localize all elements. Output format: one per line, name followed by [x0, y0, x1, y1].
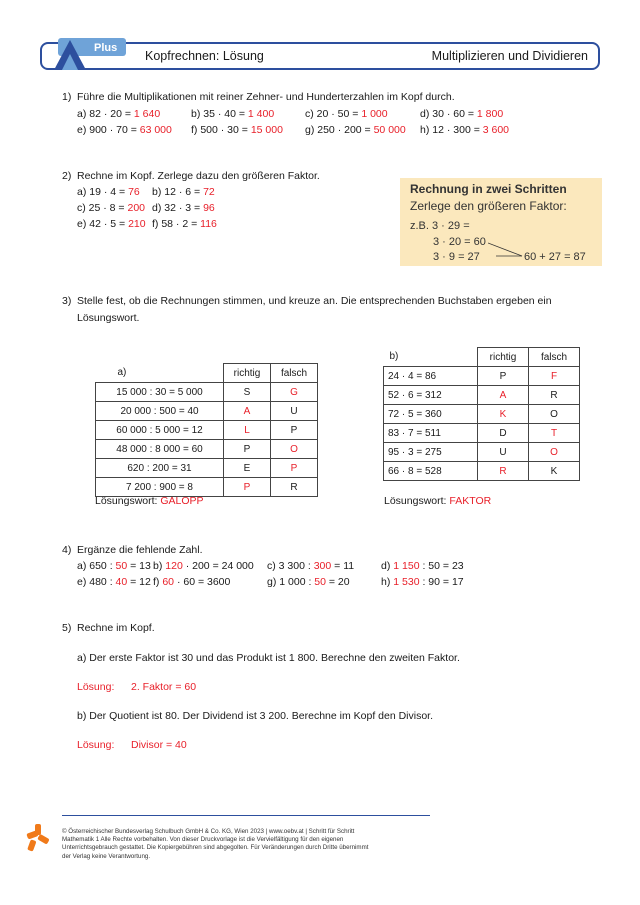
- task5-b-solution: Divisor = 40: [131, 739, 187, 751]
- task2-item-f: f) 58 · 2 = 116: [152, 218, 217, 230]
- table-row: 24 · 4 = 86 P F: [384, 367, 580, 386]
- table-a-label: a): [117, 367, 127, 379]
- table-row: 72 · 5 = 360 K O: [384, 405, 580, 424]
- task1-item-f: f) 500 · 30 = 15 000: [191, 124, 283, 136]
- table-row: 60 000 : 5 000 = 12 L P: [96, 421, 318, 440]
- hint-title: Rechnung in zwei Schritten: [410, 182, 567, 196]
- task3-title-2: Lösungswort.: [77, 312, 140, 324]
- task4-item-g: g) 1 000 : 50 = 20: [267, 576, 350, 588]
- table-row: 620 : 200 = 31 E P: [96, 459, 318, 478]
- task5-b-text: b) Der Quotient ist 80. Der Dividend ist 3 200. Berechne im Kopf den Divisor.: [77, 710, 434, 722]
- task4-item-h: h) 1 530 : 90 = 17: [381, 576, 464, 588]
- table-row: 83 · 7 = 511 D T: [384, 424, 580, 443]
- table-b-header-richtig: richtig: [478, 348, 529, 367]
- footer-divider: [62, 815, 430, 816]
- task1-item-a: a) 82 · 20 = 1 640: [77, 108, 161, 120]
- task1-item-d: d) 30 · 60 = 1 800: [420, 108, 504, 120]
- task4-item-a: a) 650 : 50 = 13: [77, 560, 151, 572]
- task2-item-e: e) 42 · 5 = 210: [77, 218, 146, 230]
- logo-text: Plus: [94, 42, 118, 54]
- hint-line-1: z.B. 3 · 29 =: [410, 220, 470, 232]
- task4-item-d: d) 1 150 : 50 = 23: [381, 560, 464, 572]
- worksheet-title: Kopfrechnen: Lösung: [145, 49, 264, 63]
- table-row: 7 200 : 900 = 8 P R: [96, 478, 318, 497]
- task4-item-c: c) 3 300 : 300 = 11: [267, 560, 355, 572]
- task4-title: Ergänze die fehlende Zahl.: [77, 544, 203, 556]
- task2-item-d: d) 32 · 3 = 96: [152, 202, 215, 214]
- task1-item-h: h) 12 · 300 = 3 600: [420, 124, 510, 136]
- table-row: 48 000 : 8 000 = 60 P O: [96, 440, 318, 459]
- table-a-solution: Lösungswort: GALOPP: [95, 495, 204, 507]
- table-row: 66 · 8 = 528 R K: [384, 462, 580, 481]
- task5-b-solution-label: Lösung:: [77, 739, 115, 751]
- task4-number: 4): [62, 544, 72, 556]
- table-b: [383, 347, 580, 481]
- task5-title: Rechne im Kopf.: [77, 622, 155, 634]
- task4-item-e: e) 480 : 40 = 12: [77, 576, 151, 588]
- task5-number: 5): [62, 622, 72, 634]
- hint-line-2: 3 · 20 = 60: [433, 236, 486, 248]
- task1-item-e: e) 900 · 70 = 63 000: [77, 124, 172, 136]
- hint-connector-lines: [488, 240, 528, 260]
- hint-subtitle: Zerlege den größeren Faktor:: [410, 199, 567, 213]
- task2-title: Rechne im Kopf. Zerlege dazu den größeren Faktor.: [77, 170, 320, 182]
- hint-line-4: 60 + 27 = 87: [524, 251, 586, 263]
- table-row: 15 000 : 30 = 5 000 S G: [96, 383, 318, 402]
- task1-item-b: b) 35 · 40 = 1 400: [191, 108, 275, 120]
- publisher-logo-icon: [26, 822, 50, 852]
- plus-logo: [48, 34, 128, 74]
- table-b-solution: Lösungswort: FAKTOR: [384, 495, 492, 507]
- hint-line-3: 3 · 9 = 27: [433, 251, 480, 263]
- task1-item-c: c) 20 · 50 = 1 000: [305, 108, 388, 120]
- task5-a-solution: 2. Faktor = 60: [131, 681, 197, 693]
- task1-item-g: g) 250 · 200 = 50 000: [305, 124, 406, 136]
- task1-number: 1): [62, 91, 72, 103]
- task4-item-f: f) 60 · 60 = 3600: [153, 576, 231, 588]
- task2-item-c: c) 25 · 8 = 200: [77, 202, 146, 214]
- table-a-header-falsch: falsch: [271, 364, 318, 383]
- task2-item-b: b) 12 · 6 = 72: [152, 186, 215, 198]
- task5-a-solution-label: Lösung:: [77, 681, 115, 693]
- table-row: 52 · 6 = 312 A R: [384, 386, 580, 405]
- table-row: 95 · 3 = 275 U O: [384, 443, 580, 462]
- table-a: [95, 363, 318, 497]
- table-b-label: b): [389, 351, 399, 363]
- footer-copyright: © Österreichischer Bundesverlag Schulbuch GmbH & Co. KG, Wien 2023 | www.oebv.at | Schritt für Schritt Mathematik 1 Alle Rechte vorbehalten. Von dieser Druckvorlage ist die Vervielfältigung für den eigenen Unterrichtsgebrauch gestattet. Die Kopiergebühren sind abgegolten. Für Veränderungen durch Dritte übernimmt der Verlag keine Verantwortung.: [62, 828, 369, 860]
- task2-item-a: a) 19 · 4 = 76: [77, 186, 140, 198]
- task3-number: 3): [62, 295, 72, 307]
- table-a-header-richtig: richtig: [224, 364, 271, 383]
- worksheet-topic: Multiplizieren und Dividieren: [431, 49, 588, 63]
- task3-title: Stelle fest, ob die Rechnungen stimmen, und kreuze an. Die entsprechenden Buchstaben ergeben ein: [77, 295, 552, 307]
- table-b-header-falsch: falsch: [529, 348, 580, 367]
- task4-item-b: b) 120 · 200 = 24 000: [153, 560, 254, 572]
- table-row: 20 000 : 500 = 40 A U: [96, 402, 318, 421]
- task2-number: 2): [62, 170, 72, 182]
- task5-a-text: a) Der erste Faktor ist 30 und das Produkt ist 1 800. Berechne den zweiten Faktor.: [77, 652, 460, 664]
- task1-title: Führe die Multiplikationen mit reiner Zehner- und Hunderterzahlen im Kopf durch.: [77, 91, 455, 103]
